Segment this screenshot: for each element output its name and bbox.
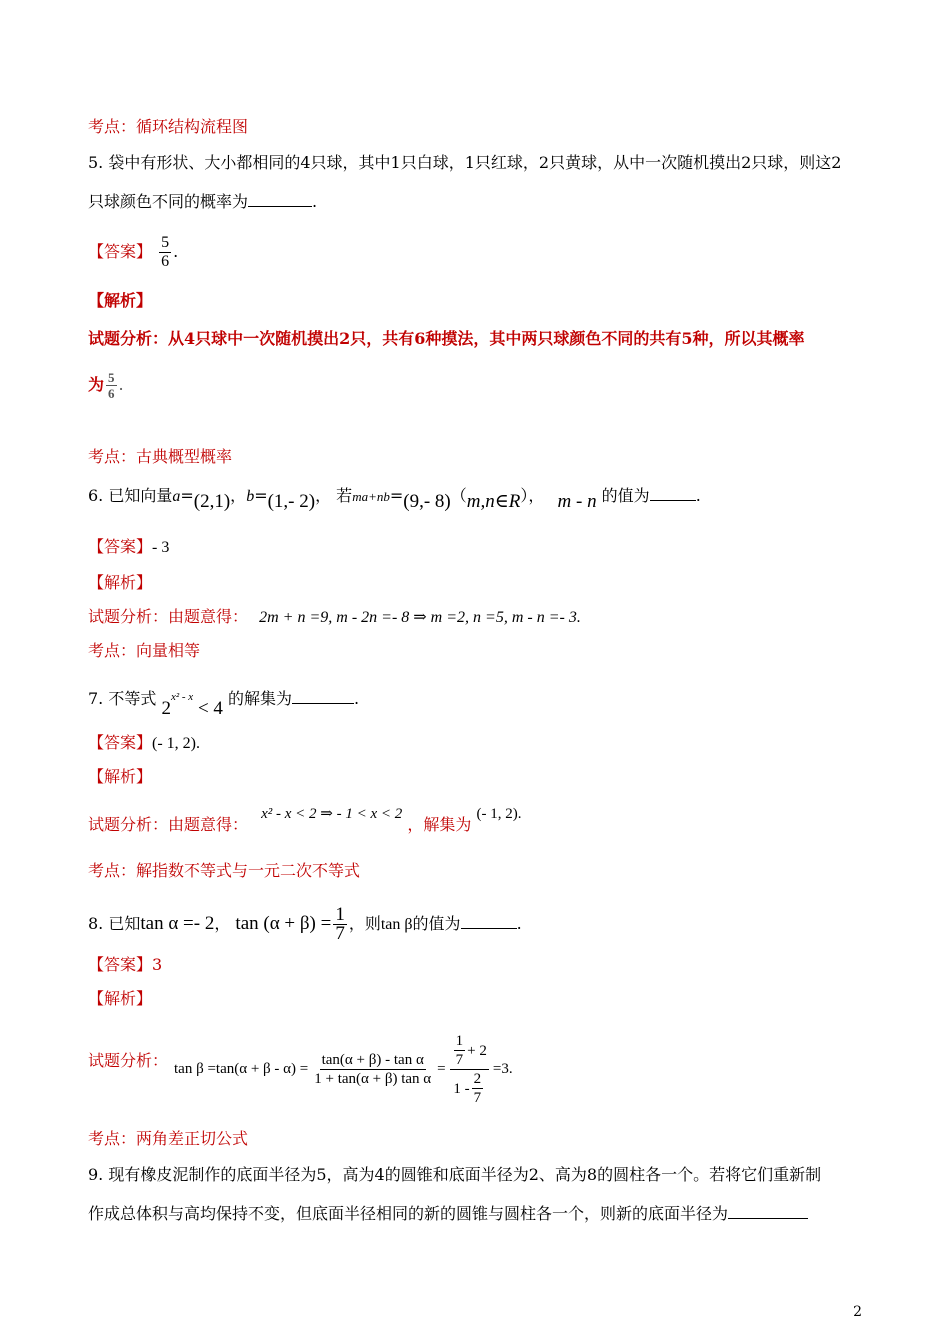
q5-line1: 5. 袋中有形状、大小都相同的4只球，其中1只白球，1只红球，2只黄球，从中一次随机摸出2只球，则这2 — [88, 153, 842, 172]
q8-answer: 【答案】3 — [88, 955, 163, 974]
q5-analysis1: 试题分析：从4只球中一次随机摸出2只，共有6种摸法，其中两只球颜色不同的共有5种，所以其概率 — [88, 329, 805, 348]
q8-jiexi: 【解析】 — [88, 989, 153, 1008]
kaodian-vector: 考点：向量相等 — [88, 641, 201, 660]
q6-analysis: 试题分析：由题意得： 2m + n =9, m - 2n =- 8 ⇒ m =2, n =5, m - n =- 3. — [88, 607, 581, 626]
q5-jiexi: 【解析】 — [88, 291, 153, 310]
q9-line2: 作成总体积与高均保持不变，但底面半径相同的新的圆锥与圆柱各一个，则新的底面半径为 — [88, 1202, 808, 1225]
kaodian-loop: 考点：循环结构流程图 — [88, 117, 249, 136]
kaodian-tangent: 考点：两角差正切公式 — [88, 1129, 249, 1148]
q5-answer: 【答案】 $\frac{5}{6}$ . — [88, 234, 179, 270]
q5-line2: 只球颜色不同的概率为 . — [88, 192, 318, 211]
q6-jiexi: 【解析】 — [88, 573, 153, 592]
q7-question: 7. 不等式 $2^{x^2 - x} < 4$ 的解集为 . — [88, 689, 360, 719]
q9-line1: 9. 现有橡皮泥制作的底面半径为5，高为4的圆锥和底面半径为2、高为8的圆柱各一个。若将它们重新制 — [88, 1165, 822, 1184]
q8-derivation: tan β =tan(α + β - α) = $\frac{\text{tan(α + β) - tan α}}{\text{1 + tan(α + β) tan α}}$ = $\frac{1}{7}$ + 2 1 - $\frac{2}{7}$ =3. — [174, 1033, 513, 1106]
q8-analysis-label: 试题分析： — [88, 1051, 169, 1070]
kaodian-classical: 考点：古典概型概率 — [88, 447, 233, 466]
page-number: 2 — [853, 1304, 862, 1320]
q7-answer: 【答案】(- 1, 2). — [88, 733, 200, 752]
q7-analysis: 试题分析：由题意得： x² - x < 2 ⇒ - 1 < x < 2 ，解集为 (- 1, 2). — [88, 806, 522, 834]
q6-question: 6. 已知向量a=(2,1)，b=(1,- 2)， 若ma+nb=(9,- 8)（m,n∈R）， m - n 的值为 . — [88, 486, 701, 512]
q6-answer: 【答案】- 3 — [88, 537, 170, 556]
q5-analysis2: 为 $\frac{5}{6}$ . — [88, 370, 124, 401]
q8-question: 8. 已知tan α =- 2， tan (α + β) = $\frac{1}{7}$ ，则tan β的值为 . — [88, 904, 522, 944]
q7-jiexi: 【解析】 — [88, 767, 153, 786]
kaodian-inequality: 考点：解指数不等式与一元二次不等式 — [88, 861, 361, 880]
